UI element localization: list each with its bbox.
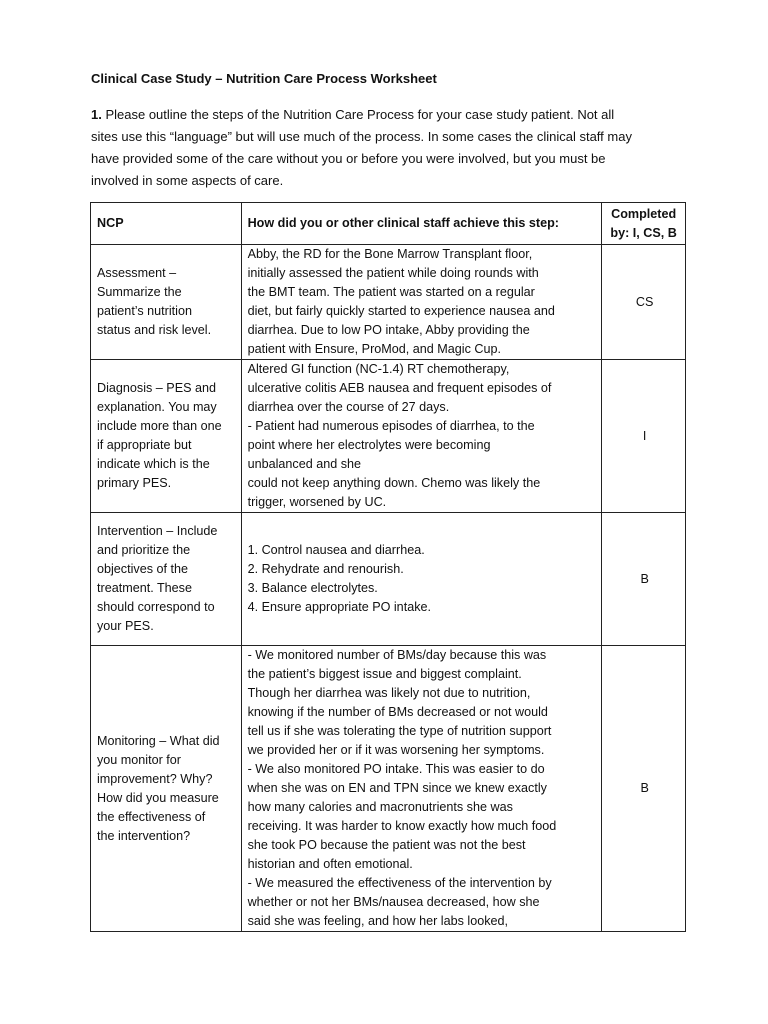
intro-line: 1. Please outline the steps of the Nutrition Care Process for your case study patient. Not all: [91, 107, 615, 122]
intro-line: involved in some aspects of care.: [91, 173, 284, 188]
header-completed: Completed by: I, CS, B: [602, 203, 686, 245]
how-achieved-cell: - We monitored number of BMs/day because this was the patient’s biggest issue and biggest complaint. Though her diarrhea was likely not due to nutrition, knowing if the number of BMs decreased or not would tell us if she was tolerating the type of nutrition support we provided her or if it was worsening her symptoms. - We also monitored PO intake. This was easier to do when she was on EN and TPN since we knew exactly how many calories and macronutrients she was receiving. It was harder to know exactly how much food she took PO because the patient was not the best historian and often emotional. - We measured the effectiveness of the intervention by whether or not her BMs/nausea decreased, how she said she was feeling, and how her labs looked,: [241, 646, 602, 932]
completed-by-cell: I: [602, 360, 686, 513]
question-number: 1.: [91, 107, 102, 122]
ncp-step-cell: Monitoring – What did you monitor for improvement? Why? How did you measure the effectiveness of the intervention?: [91, 646, 242, 932]
ncp-table: [90, 202, 686, 932]
question-1-prompt: [91, 104, 691, 192]
how-achieved-cell: Abby, the RD for the Bone Marrow Transplant floor, initially assessed the patient while doing rounds with the BMT team. The patient was started on a regular diet, but fairly quickly started to experience nausea and diarrhea. Due to low PO intake, Abby providing the patient with Ensure, ProMod, and Magic Cup.: [241, 245, 602, 360]
header-how: How did you or other clinical staff achieve this step:: [241, 203, 602, 245]
intro-line: have provided some of the care without you or before you were involved, but you must be: [91, 151, 606, 166]
intro-line: sites use this “language” but will use much of the process. In some cases the clinical staff may: [91, 129, 632, 144]
ncp-step-cell: Assessment – Summarize the patient’s nutrition status and risk level.: [91, 245, 242, 360]
table-header-row: [91, 203, 686, 245]
ncp-step-cell: Intervention – Include and prioritize the objectives of the treatment. These should correspond to your PES.: [91, 513, 242, 646]
table-row-assessment: [91, 245, 686, 360]
ncp-step-cell: Diagnosis – PES and explanation. You may include more than one if appropriate but indicate which is the primary PES.: [91, 360, 242, 513]
table-row-diagnosis: [91, 360, 686, 513]
document-title: Clinical Case Study – Nutrition Care Process Worksheet: [91, 71, 437, 86]
how-achieved-cell: Altered GI function (NC-1.4) RT chemotherapy, ulcerative colitis AEB nausea and frequent episodes of diarrhea over the course of 27 days. - Patient had numerous episodes of diarrhea, to the point where her electrolytes were becoming unbalanced and she could not keep anything down. Chemo was likely the trigger, worsened by UC.: [241, 360, 602, 513]
completed-by-cell: B: [602, 646, 686, 932]
table-row-intervention: [91, 513, 686, 646]
how-achieved-cell: 1. Control nausea and diarrhea. 2. Rehydrate and renourish. 3. Balance electrolytes. 4. Ensure appropriate PO intake.: [241, 513, 602, 646]
table-row-monitoring: [91, 646, 686, 932]
header-ncp: NCP: [91, 203, 242, 245]
completed-by-cell: CS: [602, 245, 686, 360]
completed-by-cell: B: [602, 513, 686, 646]
